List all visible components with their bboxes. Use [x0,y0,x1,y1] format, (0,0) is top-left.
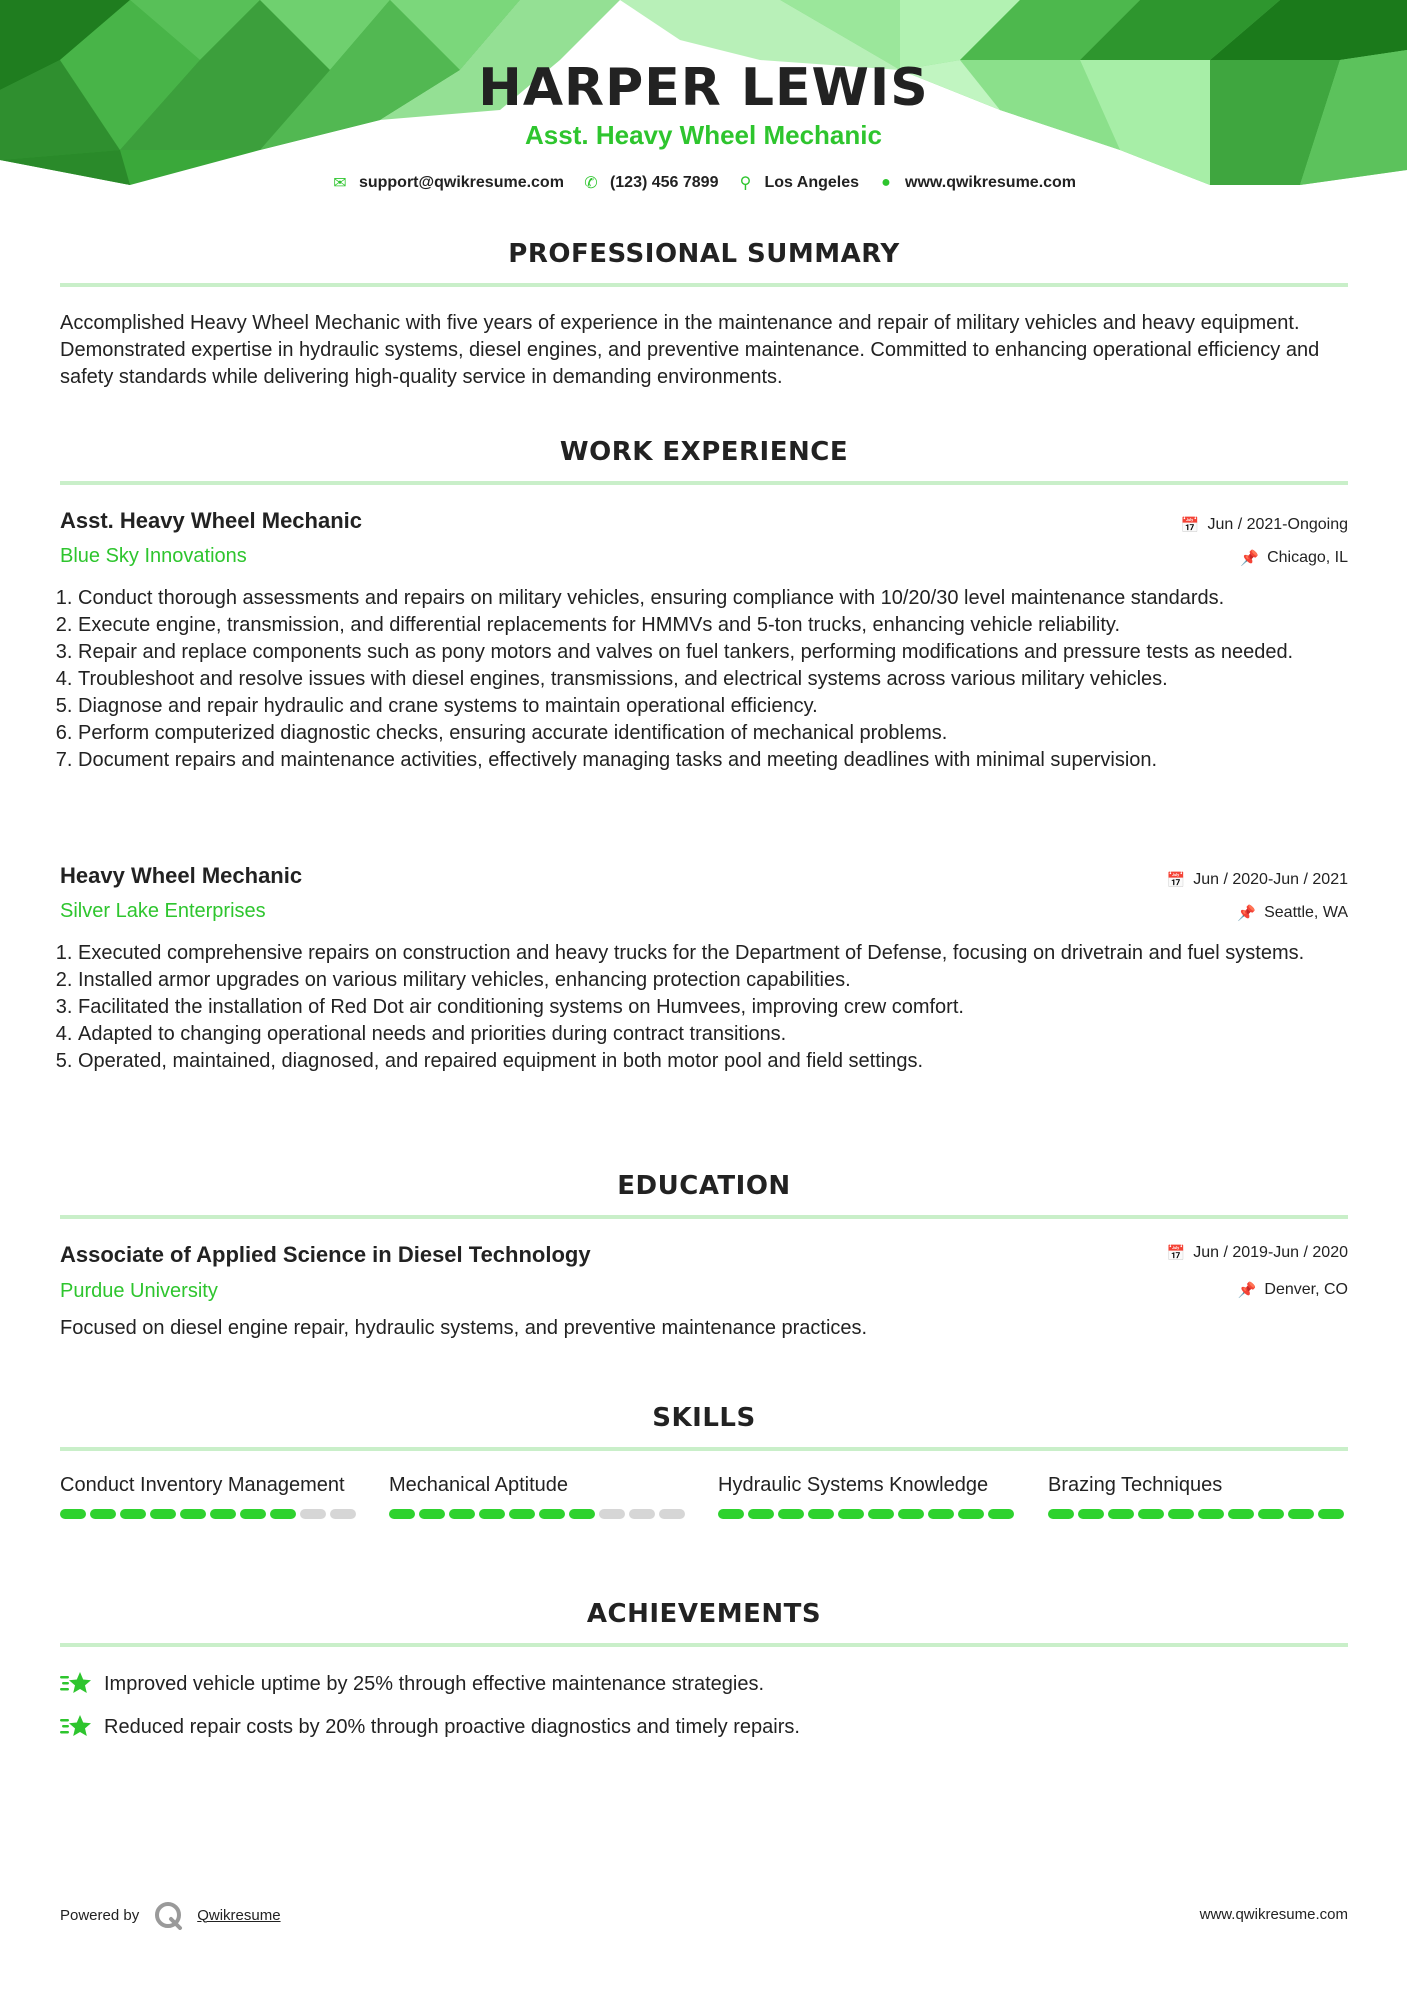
skill-segment-filled [569,1509,595,1519]
skill-segment-filled [240,1509,266,1519]
skill-rating [60,1509,360,1519]
skill-segment-filled [449,1509,475,1519]
skill-segment-filled [1228,1509,1254,1519]
achievements-divider [60,1643,1348,1647]
calendar-icon: 📅 [1180,517,1200,534]
skills-heading: SKILLS [652,1403,756,1433]
education-dates-text: Jun / 2019-Jun / 2020 [1193,1244,1348,1261]
list-item: 3. Repair and replace components such as pony motors and valves on fuel tankers, performing modifications and pressure tests as needed. [78,639,1366,666]
globe-icon: ● [881,174,891,191]
list-item: 5. Operated, maintained, diagnosed, and repaired equipment in both motor pool and field settings. [78,1048,1366,1075]
skill-rating [1048,1509,1348,1519]
contact-website-text: www.qwikresume.com [905,174,1077,191]
skill-item [389,1472,689,1519]
skill-segment-filled [958,1509,984,1519]
contact-bar [0,173,1407,193]
powered-by-label: Powered by [60,1906,140,1924]
list-item: 5. Diagnose and repair hydraulic and crane systems to maintain operational efficiency. [78,693,1366,720]
job-dates-text: Jun / 2021-Ongoing [1207,516,1348,533]
footer-website[interactable]: www.qwikresume.com [1199,1906,1348,1923]
summary-divider [60,283,1348,287]
summary-heading: PROFESSIONAL SUMMARY [508,239,900,269]
experience-heading: WORK EXPERIENCE [559,437,849,467]
skill-name: Conduct Inventory Management [60,1474,345,1496]
skill-segment-filled [868,1509,894,1519]
job-title: Asst. Heavy Wheel Mechanic [60,508,363,533]
skill-item [1048,1472,1348,1519]
job-bullets [60,585,1366,774]
calendar-icon: 📅 [1166,872,1186,889]
skill-segment-filled [539,1509,565,1519]
footer-powered-by [60,1900,281,1930]
skill-segment-filled [928,1509,954,1519]
achievements-heading: ACHIEVEMENTS [586,1599,822,1629]
contact-email-text: support@qwikresume.com [358,174,564,191]
skill-name: Hydraulic Systems Knowledge [718,1474,989,1496]
skill-segment-filled [120,1509,146,1519]
skill-name: Brazing Techniques [1048,1474,1223,1496]
contact-email[interactable] [331,173,564,193]
envelope-icon: ✉ [333,175,347,192]
skill-segment-filled [718,1509,744,1519]
list-item: 7. Document repairs and maintenance activities, effectively managing tasks and meeting deadlines with minimal supervision. [78,747,1366,774]
calendar-icon: 📅 [1166,1245,1186,1262]
skill-segment-filled [1078,1509,1104,1519]
skill-segment-filled [808,1509,834,1519]
qwikresume-link[interactable]: Qwikresume [197,1906,281,1924]
skill-name: Mechanical Aptitude [389,1474,569,1496]
achievement-text: Improved vehicle uptime by 25% through effective maintenance strategies. [104,1672,764,1695]
list-item: 4. Adapted to changing operational needs and priorities during contract transitions. [78,1021,1366,1048]
skill-segment-filled [270,1509,296,1519]
skill-segment-filled [1048,1509,1074,1519]
qwikresume-logo-icon [153,1900,183,1930]
education-divider [60,1215,1348,1219]
skill-segment-filled [1198,1509,1224,1519]
achievement-text: Reduced repair costs by 20% through proactive diagnostics and timely repairs. [104,1715,800,1738]
skill-segment-filled [1108,1509,1134,1519]
education-school: Purdue University [60,1280,218,1302]
pushpin-icon: 📌 [1240,550,1260,567]
experience-divider [60,481,1348,485]
phone-icon: ✆ [584,175,598,192]
education-location-text: Denver, CO [1264,1281,1348,1298]
skill-segment-empty [330,1509,356,1519]
skill-rating [389,1509,689,1519]
contact-phone-text: (123) 456 7899 [609,174,719,191]
map-pin-icon: ⚲ [739,175,752,192]
education-heading: EDUCATION [617,1171,791,1201]
candidate-name: HARPER LEWIS [478,58,929,118]
list-item: 2. Installed armor upgrades on various military vehicles, enhancing protection capabilities. [78,967,1366,994]
skill-segment-filled [898,1509,924,1519]
skill-segment-filled [1168,1509,1194,1519]
skill-segment-filled [180,1509,206,1519]
skill-segment-filled [988,1509,1014,1519]
skill-segment-filled [748,1509,774,1519]
achievement-item [60,1670,764,1698]
summary-text: Accomplished Heavy Wheel Mechanic with five years of experience in the maintenance and repair of military vehicles and heavy equipment. Demonstrated expertise in hydraulic systems, diesel engines, and preventive maintenance. Committed to enhancing operational efficiency and safety standards while delivering high-quality service in demanding environments. [60,312,1320,388]
job-location-text: Chicago, IL [1267,549,1348,566]
skill-segment-empty [659,1509,685,1519]
job-bullets [60,940,1366,1075]
job-dates-text: Jun / 2020-Jun / 2021 [1193,871,1348,888]
pushpin-icon: 📌 [1237,1282,1257,1299]
skill-segment-empty [629,1509,655,1519]
star-icon [60,1670,92,1698]
star-icon [60,1713,92,1741]
skill-rating [718,1509,1018,1519]
pushpin-icon: 📌 [1237,905,1257,922]
skill-segment-filled [60,1509,86,1519]
skill-item [718,1472,1018,1519]
education-location [1238,1281,1348,1299]
list-item: 1. Executed comprehensive repairs on construction and heavy trucks for the Department of Defense, focusing on drivetrain and fuel systems. [78,940,1366,967]
list-item: 1. Conduct thorough assessments and repairs on military vehicles, ensuring compliance with 10/20/30 level maintenance standards. [78,585,1366,612]
list-item: 6. Perform computerized diagnostic checks, ensuring accurate identification of mechanical problems. [78,720,1366,747]
job-location [1237,904,1348,922]
education-description: Focused on diesel engine repair, hydraulic systems, and preventive maintenance practices. [60,1317,868,1339]
skill-segment-filled [509,1509,535,1519]
skill-segment-filled [479,1509,505,1519]
skill-segment-filled [1288,1509,1314,1519]
education-degree: Associate of Applied Science in Diesel Technology [60,1242,591,1267]
skill-segment-filled [419,1509,445,1519]
skills-divider [60,1447,1348,1451]
skill-segment-empty [300,1509,326,1519]
achievement-item [60,1713,800,1741]
contact-location-text: Los Angeles [764,174,860,191]
skill-segment-filled [778,1509,804,1519]
contact-website[interactable] [877,174,1076,192]
job-location-text: Seattle, WA [1264,904,1348,921]
skill-segment-filled [90,1509,116,1519]
list-item: 2. Execute engine, transmission, and differential replacements for HMMVs and 5-ton trucks, enhancing vehicle reliability. [78,612,1366,639]
skill-segment-filled [210,1509,236,1519]
skill-segment-filled [838,1509,864,1519]
skill-item [60,1472,360,1519]
job-company: Blue Sky Innovations [60,545,247,567]
job-location [1240,549,1348,567]
skill-segment-filled [389,1509,415,1519]
job-company: Silver Lake Enterprises [60,900,266,922]
list-item: 4. Troubleshoot and resolve issues with diesel engines, transmissions, and electrical systems across various military vehicles. [78,666,1366,693]
job-dates [1167,871,1348,889]
contact-phone[interactable] [582,173,719,193]
skill-segment-filled [1258,1509,1284,1519]
list-item: 3. Facilitated the installation of Red Dot air conditioning systems on Humvees, improving crew comfort. [78,994,1366,1021]
contact-location [736,173,859,193]
education-dates [1167,1244,1348,1262]
job-title: Heavy Wheel Mechanic [60,863,303,888]
candidate-title: Asst. Heavy Wheel Mechanic [525,120,882,150]
skill-segment-filled [1318,1509,1344,1519]
skill-segment-filled [150,1509,176,1519]
skill-segment-filled [1138,1509,1164,1519]
job-dates [1181,516,1348,534]
skill-segment-empty [599,1509,625,1519]
